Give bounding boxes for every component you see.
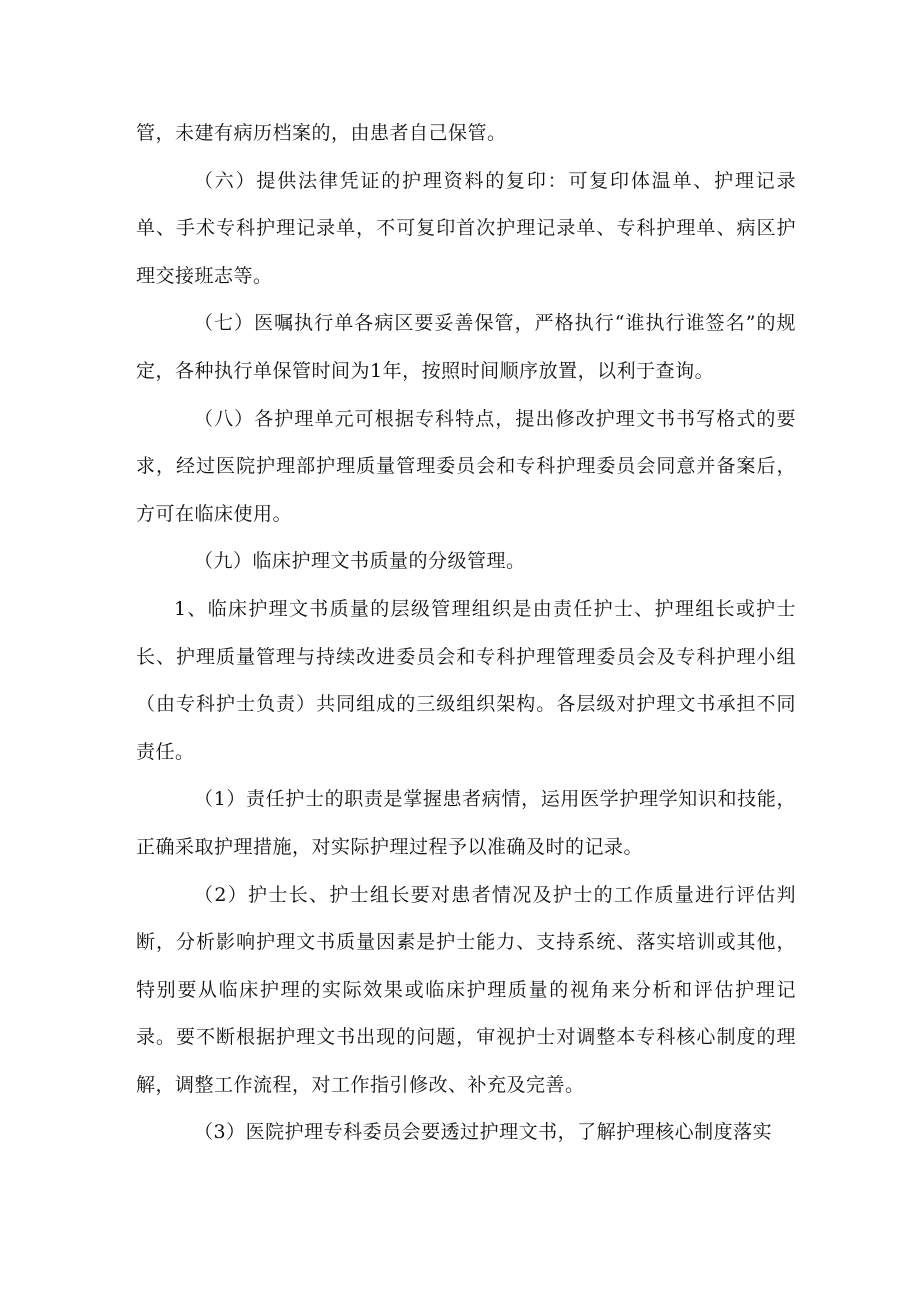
paragraph-continuation: 管，未建有病历档案的，由患者自己保管。: [136, 122, 507, 144]
paragraph-item-6: （六）提供法律凭证的护理资料的复印：可复印体温单、护理记录单、手术专科护理记录单，不可复印首次护理记录单、专科护理单、病区护理交接班志等。: [136, 169, 796, 287]
paragraph-item-7: （七）医嘱执行单各病区要妥善保管，严格执行“谁执行谁签名”的规定，各种执行单保管时间为1年，按照时间顺序放置，以利于查询。: [136, 312, 796, 382]
paragraph-subitem-1: 1、临床护理文书质量的层级管理组织是由责任护士、护理组长或护士长、护理质量管理与持续改进委员会和专科护理管理委员会及专科护理小组（由专科护士负责）共同组成的三级组织架构。各层级对护理文书承担不同责任。: [136, 597, 796, 763]
paragraph-point-3: （3）医院护理专科委员会要透过护理文书，了解护理核心制度落实: [194, 1121, 773, 1144]
paragraph-point-1: （1）责任护士的职责是掌握患者病情，运用医学护理学知识和技能，正确采取护理措施，对实际护理过程予以准确及时的记录。: [136, 788, 796, 858]
document-body: [136, 110, 796, 1157]
paragraph-item-8: （八）各护理单元可根据专科特点，提出修改护理文书书写格式的要求，经过医院护理部护理质量管理委员会和专科护理委员会同意并备案后，方可在临床使用。: [136, 407, 796, 525]
paragraph-item-9: （九）临床护理文书质量的分级管理。: [194, 550, 526, 573]
paragraph-point-2: （2）护士长、护士组长要对患者情况及护士的工作质量进行评估判断，分析影响护理文书质量因素是护士能力、支持系统、落实培训或其他，特别要从临床护理的实际效果或临床护理质量的视角来分析和评估护理记录。要不断根据护理文书出现的问题，审视护士对调整本专科核心制度的理解，调整工作流程，对工作指引修改、补充及完善。: [136, 883, 796, 1096]
